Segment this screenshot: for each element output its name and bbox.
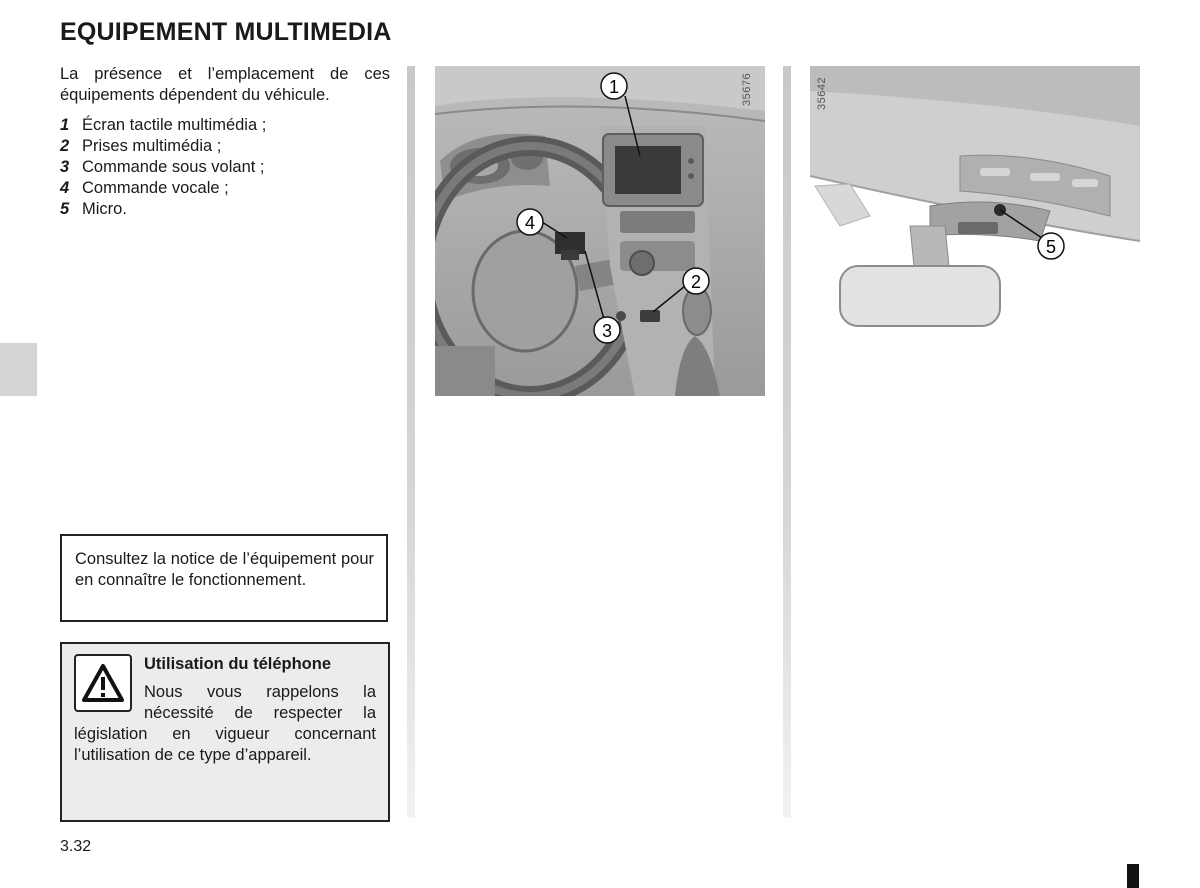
legend-item bbox=[60, 157, 390, 178]
legend-item bbox=[60, 136, 390, 157]
warning-text: Nous vous rappelons la nécessité de respecter la législation en vigueur concernant l’utilisation de ce type d’appareil. bbox=[74, 683, 376, 764]
svg-text:2: 2 bbox=[690, 272, 702, 292]
callout-5 bbox=[1038, 233, 1064, 259]
figure-code: 35642 bbox=[816, 76, 828, 110]
intro-text: La présence et l’emplacement de ces équipements dépendent du véhicule. bbox=[60, 65, 390, 104]
legend-item bbox=[60, 178, 390, 199]
legend-text: Micro. bbox=[82, 200, 127, 218]
figure-code: 35676 bbox=[741, 72, 753, 106]
warning-title: Utilisation du téléphone bbox=[144, 655, 332, 673]
callout-3 bbox=[594, 317, 620, 343]
legend-number: 2 bbox=[60, 137, 70, 155]
svg-text:4: 4 bbox=[524, 213, 536, 233]
column-divider bbox=[783, 66, 791, 818]
page-title: EQUIPEMENT MULTIMEDIA bbox=[60, 18, 392, 46]
legend-text: Prises multimédia ; bbox=[82, 137, 222, 155]
warning-box bbox=[60, 642, 390, 822]
svg-text:1: 1 bbox=[608, 77, 620, 97]
equipment-legend bbox=[60, 115, 390, 220]
legend-text: Commande vocale ; bbox=[82, 179, 229, 197]
info-note-text: Consultez la notice de l’équipement pour en connaître le fonctionnement. bbox=[75, 550, 374, 589]
legend-number: 5 bbox=[60, 200, 70, 218]
svg-text:3: 3 bbox=[601, 321, 613, 341]
page-number: 3.32 bbox=[60, 838, 92, 855]
column-divider bbox=[407, 66, 415, 818]
callout-1 bbox=[601, 73, 627, 99]
callout-4 bbox=[517, 209, 543, 235]
dashboard-illustration bbox=[435, 66, 765, 396]
ceiling-microphone-illustration bbox=[810, 66, 1140, 331]
legend-item bbox=[60, 199, 390, 220]
legend-number: 4 bbox=[60, 179, 70, 197]
callout-2 bbox=[683, 268, 709, 294]
page-corner-mark bbox=[1127, 864, 1139, 888]
legend-number: 1 bbox=[60, 116, 70, 134]
info-note bbox=[60, 534, 388, 622]
legend-item bbox=[60, 115, 390, 136]
chapter-tab bbox=[0, 343, 37, 396]
legend-text: Commande sous volant ; bbox=[82, 158, 265, 176]
warning-triangle-icon bbox=[74, 654, 132, 712]
legend-number: 3 bbox=[60, 158, 70, 176]
legend-text: Écran tactile multimédia ; bbox=[82, 116, 267, 134]
svg-text:5: 5 bbox=[1045, 237, 1057, 257]
